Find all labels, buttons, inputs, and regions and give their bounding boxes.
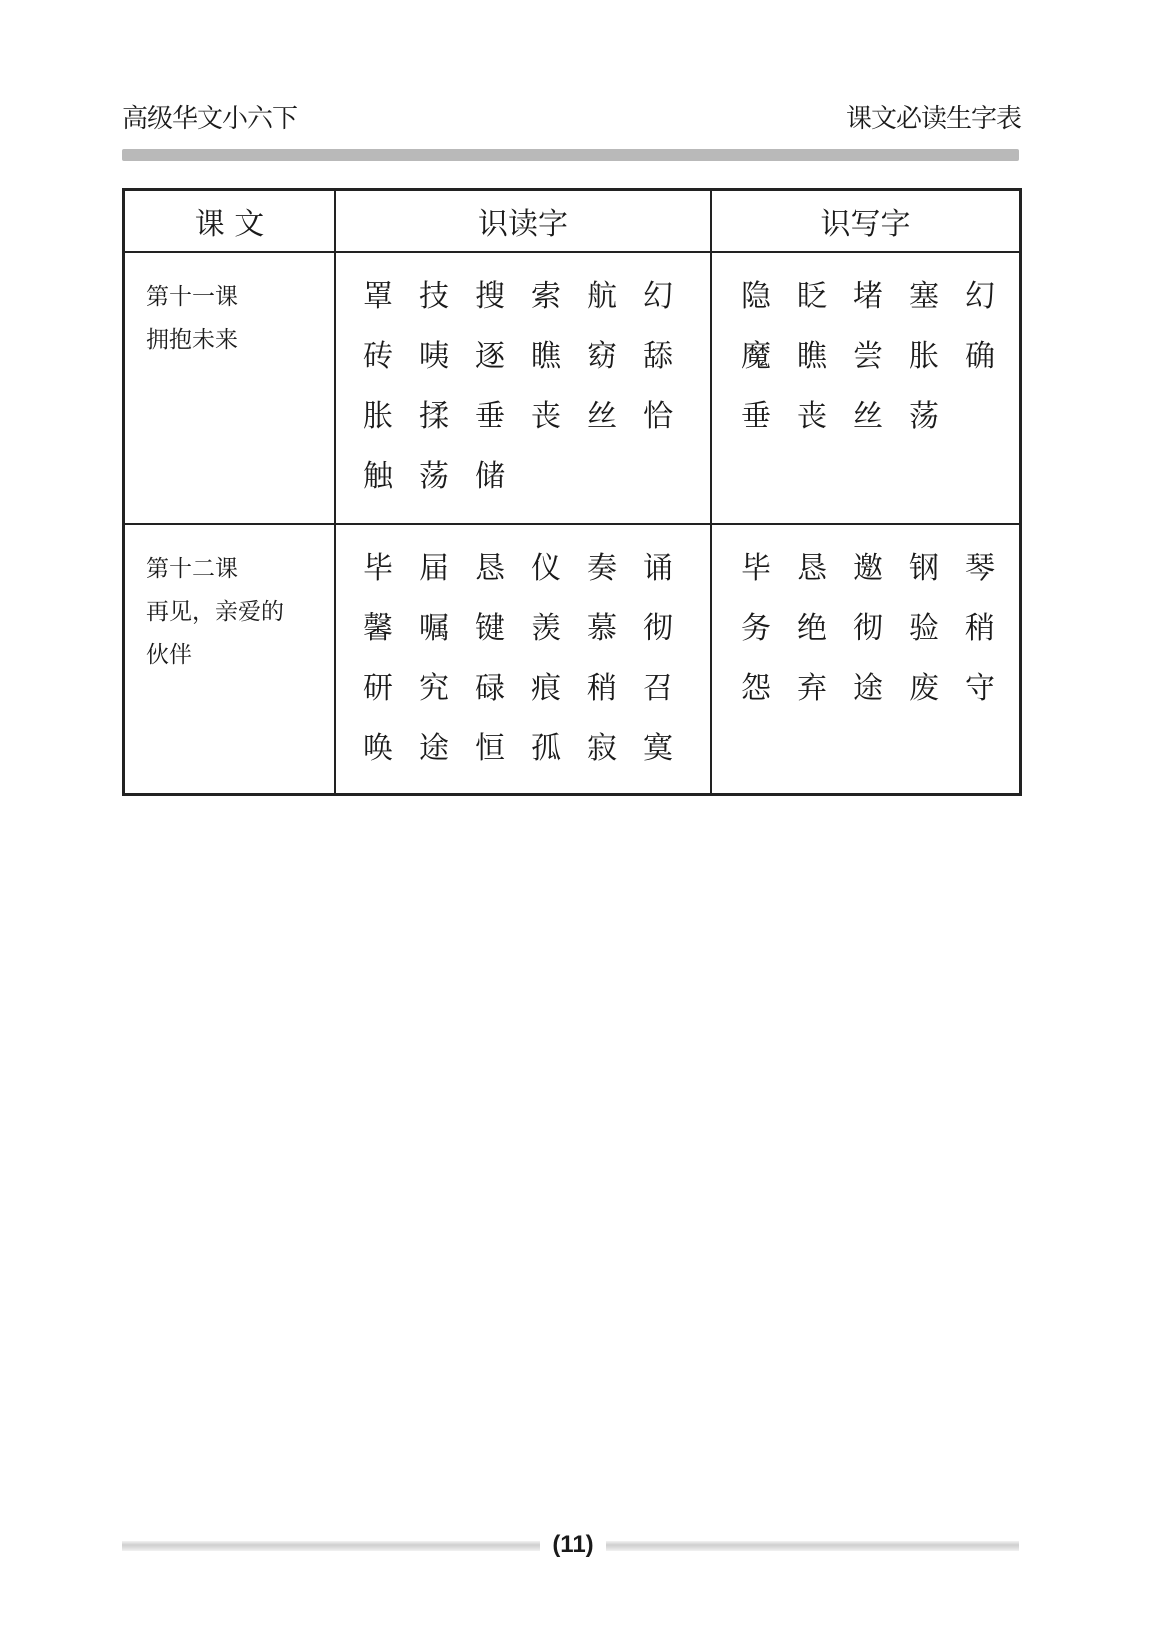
vocab-char: 孤 — [531, 731, 561, 766]
vocab-char: 储 — [475, 459, 505, 494]
page-number: (11) — [540, 1530, 606, 1560]
vocab-char: 慕 — [587, 611, 617, 646]
vocab-char: 琴 — [965, 551, 995, 586]
vocab-char: 嘱 — [419, 611, 449, 646]
read-chars-cell — [335, 524, 711, 795]
read-chars-grid — [337, 526, 709, 770]
vocab-char: 咦 — [419, 339, 449, 374]
vocab-char: 途 — [853, 671, 883, 706]
vocab-char: 瞧 — [531, 339, 561, 374]
column-header-write: 识写字 — [711, 190, 1021, 253]
vocabulary-table — [122, 188, 1022, 796]
column-header-read: 识读字 — [335, 190, 711, 253]
vocab-char: 逐 — [475, 339, 505, 374]
vocab-char: 垂 — [475, 399, 505, 434]
vocab-char: 眨 — [797, 279, 827, 314]
vocab-char: 确 — [965, 339, 995, 374]
vocab-char: 诵 — [643, 551, 673, 586]
book-title: 高级华文小六下 — [122, 104, 298, 134]
vocab-char: 途 — [419, 731, 449, 766]
table-row — [124, 252, 1021, 524]
vocab-char: 窈 — [587, 339, 617, 374]
vocab-char: 瞧 — [797, 339, 827, 374]
vocab-char: 钢 — [909, 551, 939, 586]
vocab-char: 彻 — [643, 611, 673, 646]
read-chars-cell — [335, 252, 711, 524]
table-header-row — [124, 190, 1021, 253]
vocab-char: 胀 — [909, 339, 939, 374]
vocab-char: 恒 — [475, 731, 505, 766]
table-row — [124, 524, 1021, 795]
vocab-char: 毕 — [363, 551, 393, 586]
vocab-char: 守 — [965, 671, 995, 706]
vocab-char: 隐 — [741, 279, 771, 314]
vocab-char: 荡 — [909, 399, 939, 434]
vocab-char: 砖 — [363, 339, 393, 374]
vocab-char: 碌 — [475, 671, 505, 706]
lesson-title-line-2: 伙伴 — [146, 642, 192, 668]
vocab-char: 索 — [531, 279, 561, 314]
vocab-char: 搜 — [475, 279, 505, 314]
vocab-char: 废 — [909, 671, 939, 706]
vocab-char: 仪 — [531, 551, 561, 586]
write-chars-grid — [713, 254, 1018, 438]
vocab-char: 邀 — [853, 551, 883, 586]
vocab-char: 幻 — [965, 279, 995, 314]
vocab-char: 寂 — [587, 731, 617, 766]
vocab-char: 舔 — [643, 339, 673, 374]
vocab-char: 航 — [587, 279, 617, 314]
vocab-char: 堵 — [853, 279, 883, 314]
vocab-char: 魔 — [741, 339, 771, 374]
vocab-char: 揉 — [419, 399, 449, 434]
vocab-char: 胀 — [363, 399, 393, 434]
lesson-title: 拥抱未来 — [146, 327, 238, 353]
lesson-title-line-1: 再见，亲爱的 — [146, 599, 284, 625]
lesson-number: 第十二课 — [146, 556, 238, 582]
vocab-char: 塞 — [909, 279, 939, 314]
write-chars-cell — [711, 252, 1021, 524]
vocab-char: 垂 — [741, 399, 771, 434]
vocab-char: 羡 — [531, 611, 561, 646]
section-title: 课文必读生字表 — [845, 104, 1021, 134]
vocab-char: 绝 — [797, 611, 827, 646]
vocab-char: 触 — [363, 459, 393, 494]
vocab-char: 恰 — [643, 399, 673, 434]
vocab-char: 彻 — [853, 611, 883, 646]
vocab-char: 稍 — [965, 611, 995, 646]
vocab-char: 恳 — [797, 551, 827, 586]
vocab-char: 弃 — [797, 671, 827, 706]
column-header-lesson: 课 文 — [124, 190, 336, 253]
vocab-char: 验 — [909, 611, 939, 646]
write-chars-grid — [713, 526, 1018, 710]
vocab-char: 毕 — [741, 551, 771, 586]
lesson-cell — [124, 252, 336, 524]
vocab-char: 究 — [419, 671, 449, 706]
header-divider-bar — [122, 149, 1019, 161]
vocab-char: 痕 — [531, 671, 561, 706]
vocab-char: 怨 — [741, 671, 771, 706]
vocab-char: 键 — [475, 611, 505, 646]
vocab-char: 届 — [419, 551, 449, 586]
vocab-char: 丝 — [587, 399, 617, 434]
write-chars-cell — [711, 524, 1021, 795]
vocab-char: 寞 — [643, 731, 673, 766]
vocab-char: 务 — [741, 611, 771, 646]
vocab-char: 召 — [643, 671, 673, 706]
read-chars-grid — [337, 254, 709, 498]
vocab-char: 奏 — [587, 551, 617, 586]
vocab-char: 研 — [363, 671, 393, 706]
vocab-char: 丝 — [853, 399, 883, 434]
vocab-char: 荡 — [419, 459, 449, 494]
vocab-char: 唤 — [363, 731, 393, 766]
vocab-char: 技 — [419, 279, 449, 314]
vocab-char: 丧 — [531, 399, 561, 434]
vocab-char: 罩 — [363, 279, 393, 314]
vocab-char: 恳 — [475, 551, 505, 586]
vocab-char: 幻 — [643, 279, 673, 314]
vocab-char: 尝 — [853, 339, 883, 374]
lesson-cell — [124, 524, 336, 795]
lesson-number: 第十一课 — [146, 284, 238, 310]
vocab-char: 丧 — [797, 399, 827, 434]
vocab-char: 馨 — [363, 611, 393, 646]
vocab-char: 稍 — [587, 671, 617, 706]
